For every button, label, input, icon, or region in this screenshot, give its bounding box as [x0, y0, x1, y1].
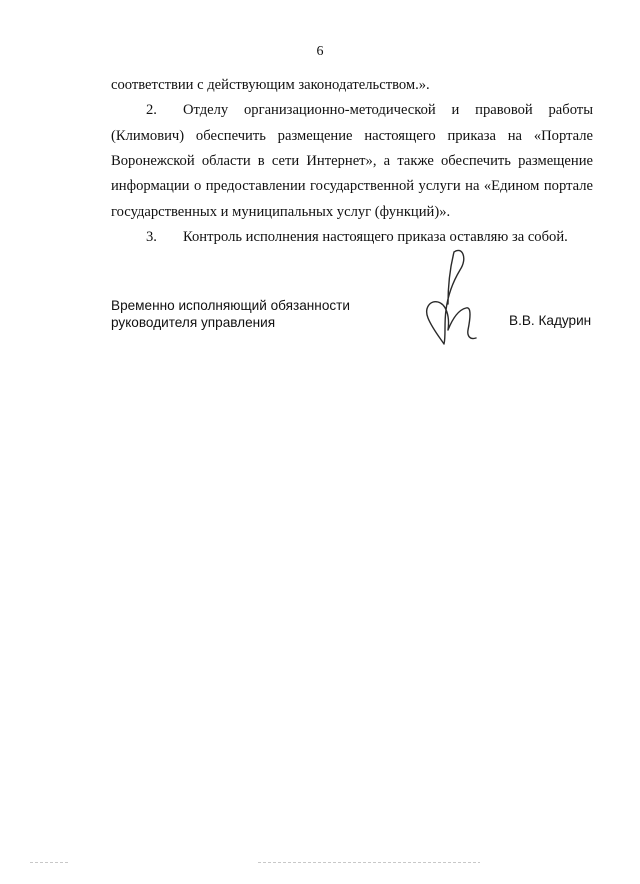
item-3-number: 3.	[146, 229, 157, 245]
signatory-name: В.В. Кадурин	[509, 313, 592, 328]
item-3-line-1: Контроль исполнения настоящего приказа оставляю за собой.	[183, 229, 568, 245]
item-2-line-1: Отделу организационно-методической и правовой работы	[183, 102, 593, 118]
scan-artifact-center	[258, 862, 480, 863]
item-2-line-4: информации о предоставлении государственной услуги на «Едином портале	[111, 178, 593, 194]
item-2-line-3: Воронежской области в сети Интернет», а также обеспечить размещение	[111, 153, 593, 169]
signatory-title-line-1: Временно исполняющий обязанности	[111, 298, 350, 313]
signatory-title-line-2: руководителя управления	[111, 315, 276, 330]
item-2-line-2: (Климович) обеспечить размещение настоящего приказа на «Портале	[111, 128, 593, 144]
item-2-line-5: государственных и муниципальных услуг (функций)».	[111, 204, 451, 220]
page-number: 6	[316, 44, 324, 59]
item-2-number: 2.	[146, 102, 157, 118]
scan-artifact-left	[30, 862, 70, 863]
text-line-continuation: соответствии с действующим законодательством.».	[111, 77, 430, 93]
handwritten-signature	[410, 244, 500, 354]
